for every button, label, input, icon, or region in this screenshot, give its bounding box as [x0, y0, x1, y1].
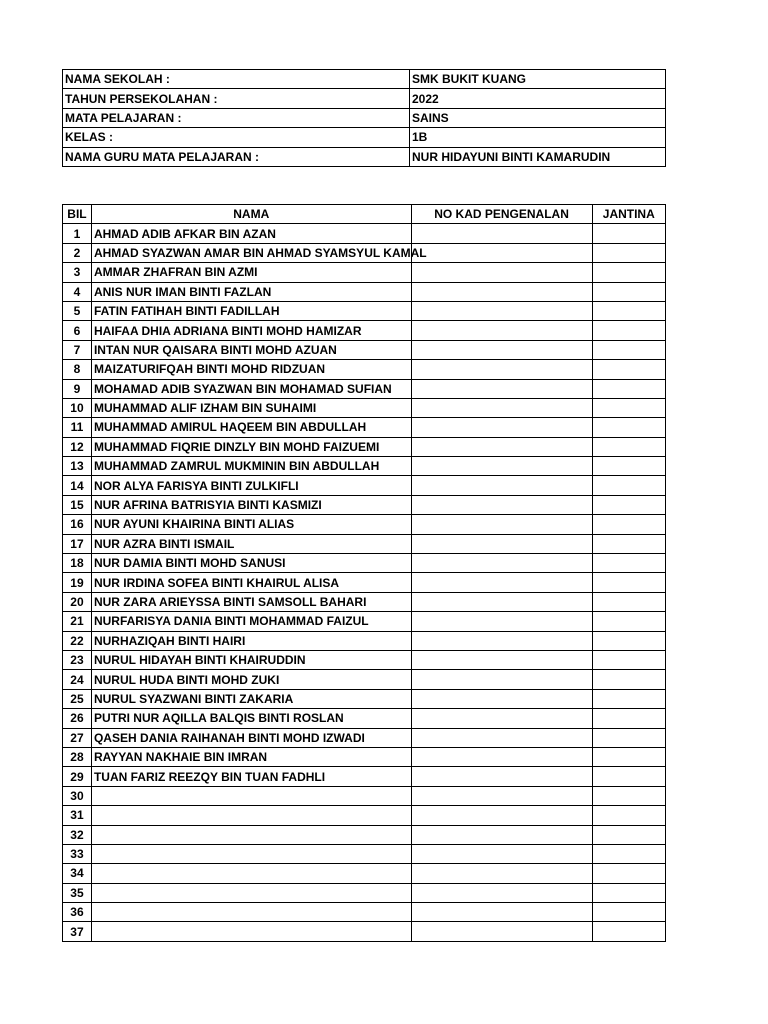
table-row — [63, 360, 666, 379]
cell-bil: 33 — [63, 844, 92, 863]
cell-jantina — [592, 243, 665, 262]
cell-jantina — [592, 398, 665, 417]
cell-jantina — [592, 786, 665, 805]
info-value: 2022 — [410, 89, 666, 108]
cell-ic — [411, 534, 592, 553]
table-row — [63, 263, 666, 282]
table-row — [63, 689, 666, 708]
cell-ic — [411, 554, 592, 573]
cell-bil: 20 — [63, 592, 92, 611]
cell-ic — [411, 670, 592, 689]
cell-ic — [411, 612, 592, 631]
cell-bil: 17 — [63, 534, 92, 553]
cell-bil: 30 — [63, 786, 92, 805]
cell-ic — [411, 903, 592, 922]
cell-nama — [91, 922, 411, 941]
cell-bil: 31 — [63, 806, 92, 825]
table-row — [63, 573, 666, 592]
cell-ic — [411, 243, 592, 262]
cell-nama: NURFARISYA DANIA BINTI MOHAMMAD FAIZUL — [91, 612, 411, 631]
cell-ic — [411, 728, 592, 747]
cell-bil: 37 — [63, 922, 92, 941]
cell-nama: NURHAZIQAH BINTI HAIRI — [91, 631, 411, 650]
cell-jantina — [592, 825, 665, 844]
cell-bil: 29 — [63, 767, 92, 786]
roster-header — [63, 205, 666, 224]
cell-ic — [411, 437, 592, 456]
header-ic: NO KAD PENGENALAN — [411, 205, 592, 224]
cell-ic — [411, 747, 592, 766]
cell-bil: 26 — [63, 709, 92, 728]
table-row — [63, 747, 666, 766]
table-row — [63, 709, 666, 728]
cell-bil: 23 — [63, 650, 92, 669]
cell-jantina — [592, 806, 665, 825]
cell-jantina — [592, 360, 665, 379]
info-label: NAMA GURU MATA PELAJARAN : — [63, 147, 410, 166]
school-info-body — [63, 70, 666, 167]
cell-jantina — [592, 495, 665, 514]
cell-jantina — [592, 340, 665, 359]
cell-ic — [411, 321, 592, 340]
cell-nama: NURUL SYAZWANI BINTI ZAKARIA — [91, 689, 411, 708]
info-row — [63, 89, 666, 108]
cell-jantina — [592, 670, 665, 689]
table-row — [63, 282, 666, 301]
cell-bil: 10 — [63, 398, 92, 417]
cell-nama — [91, 825, 411, 844]
cell-jantina — [592, 534, 665, 553]
cell-ic — [411, 301, 592, 320]
info-value: 1B — [410, 128, 666, 147]
table-row — [63, 243, 666, 262]
cell-bil: 13 — [63, 457, 92, 476]
info-row — [63, 70, 666, 89]
cell-jantina — [592, 457, 665, 476]
cell-jantina — [592, 922, 665, 941]
cell-bil: 27 — [63, 728, 92, 747]
table-row — [63, 437, 666, 456]
cell-bil: 32 — [63, 825, 92, 844]
cell-jantina — [592, 437, 665, 456]
info-value: SAINS — [410, 108, 666, 127]
cell-nama — [91, 786, 411, 805]
table-row — [63, 301, 666, 320]
school-info-table — [62, 69, 666, 167]
cell-ic — [411, 786, 592, 805]
cell-nama: NUR AZRA BINTI ISMAIL — [91, 534, 411, 553]
cell-nama: NURUL HUDA BINTI MOHD ZUKI — [91, 670, 411, 689]
cell-ic — [411, 224, 592, 243]
cell-bil: 16 — [63, 515, 92, 534]
cell-jantina — [592, 903, 665, 922]
info-value: SMK BUKIT KUANG — [410, 70, 666, 89]
table-row — [63, 457, 666, 476]
cell-nama — [91, 844, 411, 863]
cell-jantina — [592, 728, 665, 747]
info-row — [63, 108, 666, 127]
table-row — [63, 767, 666, 786]
cell-nama: MUHAMMAD ZAMRUL MUKMININ BIN ABDULLAH — [91, 457, 411, 476]
cell-bil: 35 — [63, 883, 92, 902]
cell-nama — [91, 806, 411, 825]
cell-bil: 7 — [63, 340, 92, 359]
cell-ic — [411, 360, 592, 379]
cell-nama: NUR DAMIA BINTI MOHD SANUSI — [91, 554, 411, 573]
cell-nama: AHMAD SYAZWAN AMAR BIN AHMAD SYAMSYUL KAMAL — [91, 243, 411, 262]
table-row — [63, 612, 666, 631]
table-row — [63, 495, 666, 514]
cell-bil: 25 — [63, 689, 92, 708]
cell-bil: 14 — [63, 476, 92, 495]
cell-bil: 18 — [63, 554, 92, 573]
cell-nama — [91, 903, 411, 922]
info-label: MATA PELAJARAN : — [63, 108, 410, 127]
cell-jantina — [592, 747, 665, 766]
table-row — [63, 534, 666, 553]
table-row — [63, 728, 666, 747]
cell-jantina — [592, 379, 665, 398]
cell-ic — [411, 282, 592, 301]
cell-nama: AHMAD ADIB AFKAR BIN AZAN — [91, 224, 411, 243]
table-row — [63, 650, 666, 669]
table-row — [63, 592, 666, 611]
cell-bil: 36 — [63, 903, 92, 922]
cell-nama: INTAN NUR QAISARA BINTI MOHD AZUAN — [91, 340, 411, 359]
cell-bil: 4 — [63, 282, 92, 301]
student-roster-table — [62, 204, 666, 942]
cell-jantina — [592, 263, 665, 282]
cell-ic — [411, 689, 592, 708]
cell-ic — [411, 592, 592, 611]
cell-ic — [411, 844, 592, 863]
cell-bil: 12 — [63, 437, 92, 456]
info-value: NUR HIDAYUNI BINTI KAMARUDIN — [410, 147, 666, 166]
info-row — [63, 128, 666, 147]
cell-jantina — [592, 650, 665, 669]
cell-ic — [411, 709, 592, 728]
cell-nama: PUTRI NUR AQILLA BALQIS BINTI ROSLAN — [91, 709, 411, 728]
cell-jantina — [592, 709, 665, 728]
cell-jantina — [592, 864, 665, 883]
cell-bil: 28 — [63, 747, 92, 766]
cell-bil: 19 — [63, 573, 92, 592]
cell-ic — [411, 825, 592, 844]
cell-nama: NUR ZARA ARIEYSSA BINTI SAMSOLL BAHARI — [91, 592, 411, 611]
cell-ic — [411, 340, 592, 359]
cell-jantina — [592, 301, 665, 320]
cell-jantina — [592, 883, 665, 902]
cell-nama: FATIN FATIHAH BINTI FADILLAH — [91, 301, 411, 320]
cell-nama: MOHAMAD ADIB SYAZWAN BIN MOHAMAD SUFIAN — [91, 379, 411, 398]
table-row — [63, 515, 666, 534]
cell-jantina — [592, 573, 665, 592]
table-row — [63, 379, 666, 398]
cell-bil: 8 — [63, 360, 92, 379]
cell-jantina — [592, 515, 665, 534]
cell-jantina — [592, 224, 665, 243]
cell-nama — [91, 883, 411, 902]
cell-bil: 21 — [63, 612, 92, 631]
table-row — [63, 398, 666, 417]
cell-nama: ANIS NUR IMAN BINTI FAZLAN — [91, 282, 411, 301]
cell-bil: 15 — [63, 495, 92, 514]
cell-ic — [411, 631, 592, 650]
cell-jantina — [592, 612, 665, 631]
cell-ic — [411, 263, 592, 282]
cell-bil: 24 — [63, 670, 92, 689]
cell-nama: MAIZATURIFQAH BINTI MOHD RIDZUAN — [91, 360, 411, 379]
cell-bil: 34 — [63, 864, 92, 883]
cell-jantina — [592, 554, 665, 573]
table-row — [63, 476, 666, 495]
table-row — [63, 786, 666, 805]
table-row — [63, 554, 666, 573]
cell-nama: AMMAR ZHAFRAN BIN AZMI — [91, 263, 411, 282]
header-nama: NAMA — [91, 205, 411, 224]
table-row — [63, 903, 666, 922]
cell-ic — [411, 495, 592, 514]
cell-bil: 5 — [63, 301, 92, 320]
cell-nama: QASEH DANIA RAIHANAH BINTI MOHD IZWADI — [91, 728, 411, 747]
cell-nama: HAIFAA DHIA ADRIANA BINTI MOHD HAMIZAR — [91, 321, 411, 340]
cell-bil: 6 — [63, 321, 92, 340]
cell-ic — [411, 476, 592, 495]
cell-jantina — [592, 282, 665, 301]
table-row — [63, 864, 666, 883]
cell-ic — [411, 922, 592, 941]
table-row — [63, 670, 666, 689]
cell-ic — [411, 457, 592, 476]
roster-body — [63, 224, 666, 941]
info-label: KELAS : — [63, 128, 410, 147]
cell-nama: NOR ALYA FARISYA BINTI ZULKIFLI — [91, 476, 411, 495]
cell-jantina — [592, 592, 665, 611]
cell-jantina — [592, 631, 665, 650]
cell-ic — [411, 767, 592, 786]
cell-bil: 22 — [63, 631, 92, 650]
cell-nama: MUHAMMAD ALIF IZHAM BIN SUHAIMI — [91, 398, 411, 417]
cell-nama: NUR AFRINA BATRISYIA BINTI KASMIZI — [91, 495, 411, 514]
cell-bil: 2 — [63, 243, 92, 262]
table-row — [63, 825, 666, 844]
roster-header-row — [63, 205, 666, 224]
cell-bil: 3 — [63, 263, 92, 282]
cell-jantina — [592, 844, 665, 863]
cell-nama: NURUL HIDAYAH BINTI KHAIRUDDIN — [91, 650, 411, 669]
cell-ic — [411, 398, 592, 417]
cell-nama: TUAN FARIZ REEZQY BIN TUAN FADHLI — [91, 767, 411, 786]
cell-jantina — [592, 767, 665, 786]
table-row — [63, 340, 666, 359]
cell-jantina — [592, 476, 665, 495]
cell-jantina — [592, 689, 665, 708]
cell-nama: NUR IRDINA SOFEA BINTI KHAIRUL ALISA — [91, 573, 411, 592]
info-label: NAMA SEKOLAH : — [63, 70, 410, 89]
cell-jantina — [592, 321, 665, 340]
cell-ic — [411, 650, 592, 669]
table-row — [63, 806, 666, 825]
cell-ic — [411, 573, 592, 592]
table-row — [63, 844, 666, 863]
cell-nama: MUHAMMAD AMIRUL HAQEEM BIN ABDULLAH — [91, 418, 411, 437]
cell-ic — [411, 418, 592, 437]
header-bil: BIL — [63, 205, 92, 224]
cell-bil: 9 — [63, 379, 92, 398]
table-row — [63, 922, 666, 941]
cell-nama: MUHAMMAD FIQRIE DINZLY BIN MOHD FAIZUEMI — [91, 437, 411, 456]
cell-bil: 1 — [63, 224, 92, 243]
cell-ic — [411, 379, 592, 398]
cell-ic — [411, 864, 592, 883]
cell-jantina — [592, 418, 665, 437]
table-row — [63, 321, 666, 340]
cell-nama: RAYYAN NAKHAIE BIN IMRAN — [91, 747, 411, 766]
cell-ic — [411, 515, 592, 534]
table-row — [63, 418, 666, 437]
table-row — [63, 883, 666, 902]
info-label: TAHUN PERSEKOLAHAN : — [63, 89, 410, 108]
table-row — [63, 224, 666, 243]
header-jantina: JANTINA — [592, 205, 665, 224]
table-row — [63, 631, 666, 650]
cell-ic — [411, 806, 592, 825]
cell-nama: NUR AYUNI KHAIRINA BINTI ALIAS — [91, 515, 411, 534]
cell-nama — [91, 864, 411, 883]
cell-ic — [411, 883, 592, 902]
cell-bil: 11 — [63, 418, 92, 437]
info-row — [63, 147, 666, 166]
